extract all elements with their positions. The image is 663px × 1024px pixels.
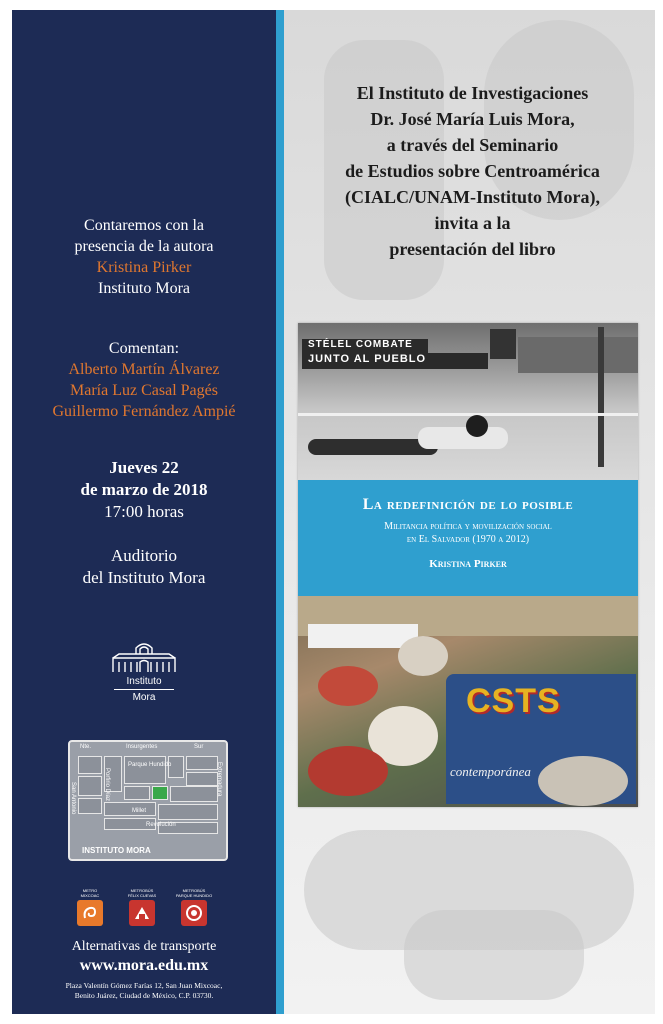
map-park-block bbox=[124, 756, 166, 784]
crowd-shape bbox=[518, 337, 638, 373]
map-block bbox=[104, 802, 156, 816]
commentators-block bbox=[12, 338, 276, 422]
station-caption bbox=[70, 888, 110, 898]
map-block bbox=[78, 776, 102, 796]
metro-mixcoac-icon bbox=[77, 900, 103, 926]
metrobus-felix-cuevas-icon bbox=[129, 900, 155, 926]
comentan-label: Comentan: bbox=[108, 340, 180, 357]
event-venue-block bbox=[12, 545, 276, 589]
station-type: METROBÚS bbox=[182, 888, 206, 893]
author-name: Kristina Pirker bbox=[96, 259, 192, 276]
cover-photo-top bbox=[298, 323, 638, 480]
map-block bbox=[170, 786, 218, 802]
transport-station bbox=[70, 888, 110, 926]
event-date: de marzo de 2018 bbox=[80, 480, 208, 499]
book-title-band bbox=[298, 480, 638, 596]
venue-line-1: Auditorio bbox=[110, 546, 178, 565]
station-type: METRO bbox=[82, 888, 98, 893]
person-shirt-shape bbox=[418, 427, 508, 449]
address-line-2: Benito Juárez, Ciudad de México, C.P. 03730. bbox=[74, 991, 214, 1000]
transport-label: Alternativas de transporte bbox=[71, 939, 217, 954]
station-caption bbox=[174, 888, 214, 898]
invitation-heading bbox=[290, 80, 655, 262]
presence-line-2: presencia de la autora bbox=[74, 238, 214, 255]
map-title: INSTITUTO MORA bbox=[82, 846, 151, 855]
metrobus-parque-hundido-icon bbox=[181, 900, 207, 926]
station-caption bbox=[122, 888, 162, 898]
book-cover bbox=[298, 323, 638, 807]
map-street-label: Insurgentes bbox=[126, 744, 158, 750]
map-block bbox=[78, 756, 102, 774]
address bbox=[12, 981, 276, 1001]
book-subtitle bbox=[298, 520, 638, 546]
station-name: FÉLIX CUEVAS bbox=[127, 893, 157, 898]
invitation-line: presentación del libro bbox=[389, 239, 556, 259]
map-park-label: Parque Hundido bbox=[128, 762, 172, 768]
transport-station bbox=[174, 888, 214, 926]
book-subtitle-line-1: Militancia política y movilización social bbox=[384, 521, 552, 532]
map-block bbox=[186, 756, 218, 770]
station-name: MIXCOAC bbox=[80, 893, 100, 898]
crowd-shape bbox=[398, 636, 448, 676]
logo-line-2: Mora bbox=[132, 692, 156, 703]
series-name: contemporánea bbox=[450, 764, 531, 779]
presence-line-1: Contaremos con la bbox=[84, 217, 204, 234]
cover-photo-bottom bbox=[298, 596, 638, 807]
event-date-block bbox=[12, 457, 276, 523]
mural-text: CSTS bbox=[466, 682, 561, 720]
commentator-name: Alberto Martín Álvarez bbox=[68, 361, 220, 378]
street-pole bbox=[598, 327, 604, 467]
invitation-line: invita a la bbox=[434, 213, 511, 233]
logo-line-1: Instituto bbox=[126, 676, 162, 687]
map-street-label: Extremadura bbox=[216, 762, 222, 797]
author-affiliation: Instituto Mora bbox=[98, 280, 190, 297]
blue-divider-stripe bbox=[276, 10, 284, 1014]
event-day: Jueves 22 bbox=[109, 458, 179, 477]
invitation-line: a través del Seminario bbox=[386, 135, 559, 155]
invitation-line: de Estudios sobre Centroamérica bbox=[345, 161, 600, 181]
station-name: PARQUE HUNDIDO bbox=[175, 893, 213, 898]
instituto-mora-logo bbox=[108, 640, 180, 703]
venue-line-2: del Instituto Mora bbox=[82, 568, 206, 587]
website-link[interactable]: www.mora.edu.mx bbox=[79, 957, 209, 974]
station-type: METROBÚS bbox=[130, 888, 154, 893]
invitation-line: El Instituto de Investigaciones bbox=[356, 83, 589, 103]
map-block bbox=[124, 786, 150, 800]
map-street-label: Millet bbox=[132, 808, 147, 814]
map-street-label: Nte. bbox=[80, 744, 92, 750]
crowd-shape bbox=[538, 756, 628, 806]
logo-divider bbox=[114, 689, 174, 690]
crowd-shape bbox=[308, 746, 388, 796]
road-line bbox=[298, 413, 638, 416]
crowd-shape bbox=[318, 666, 378, 706]
building-icon bbox=[109, 640, 179, 674]
author-presence-block bbox=[12, 215, 276, 299]
location-map bbox=[68, 740, 228, 861]
invitation-line: (CIALC/UNAM-Instituto Mora), bbox=[345, 187, 600, 207]
map-street-label: San Antonio bbox=[70, 782, 76, 815]
portrait-poster bbox=[490, 329, 516, 359]
address-line-1: Plaza Valentín Gómez Farías 12, San Juan Mixcoac, bbox=[65, 981, 223, 990]
commentator-name: Guillermo Fernández Ampié bbox=[52, 403, 236, 420]
event-time: 17:00 horas bbox=[104, 502, 184, 521]
map-street-label: Revolución bbox=[146, 822, 176, 828]
book-subtitle-line-2: en El Salvador (1970 a 2012) bbox=[406, 534, 530, 545]
person-head-shape bbox=[466, 415, 488, 437]
map-street-label: Sur bbox=[194, 744, 204, 750]
book-title: La redefinición de lo posible bbox=[362, 496, 574, 513]
map-block bbox=[78, 798, 102, 814]
invitation-line: Dr. José María Luis Mora, bbox=[370, 109, 575, 129]
commentator-name: María Luz Casal Pagés bbox=[70, 382, 218, 399]
map-street-label: Porfirio Díaz bbox=[104, 768, 110, 802]
map-block bbox=[158, 804, 218, 820]
map-location-marker bbox=[152, 786, 168, 800]
protest-banner-bottom: JUNTO AL PUEBLO bbox=[302, 353, 488, 369]
transport-station bbox=[122, 888, 162, 926]
book-author: Kristina Pirker bbox=[429, 558, 507, 570]
protest-banner-top: STÉLEL COMBATE bbox=[302, 339, 428, 353]
map-block bbox=[186, 772, 218, 786]
